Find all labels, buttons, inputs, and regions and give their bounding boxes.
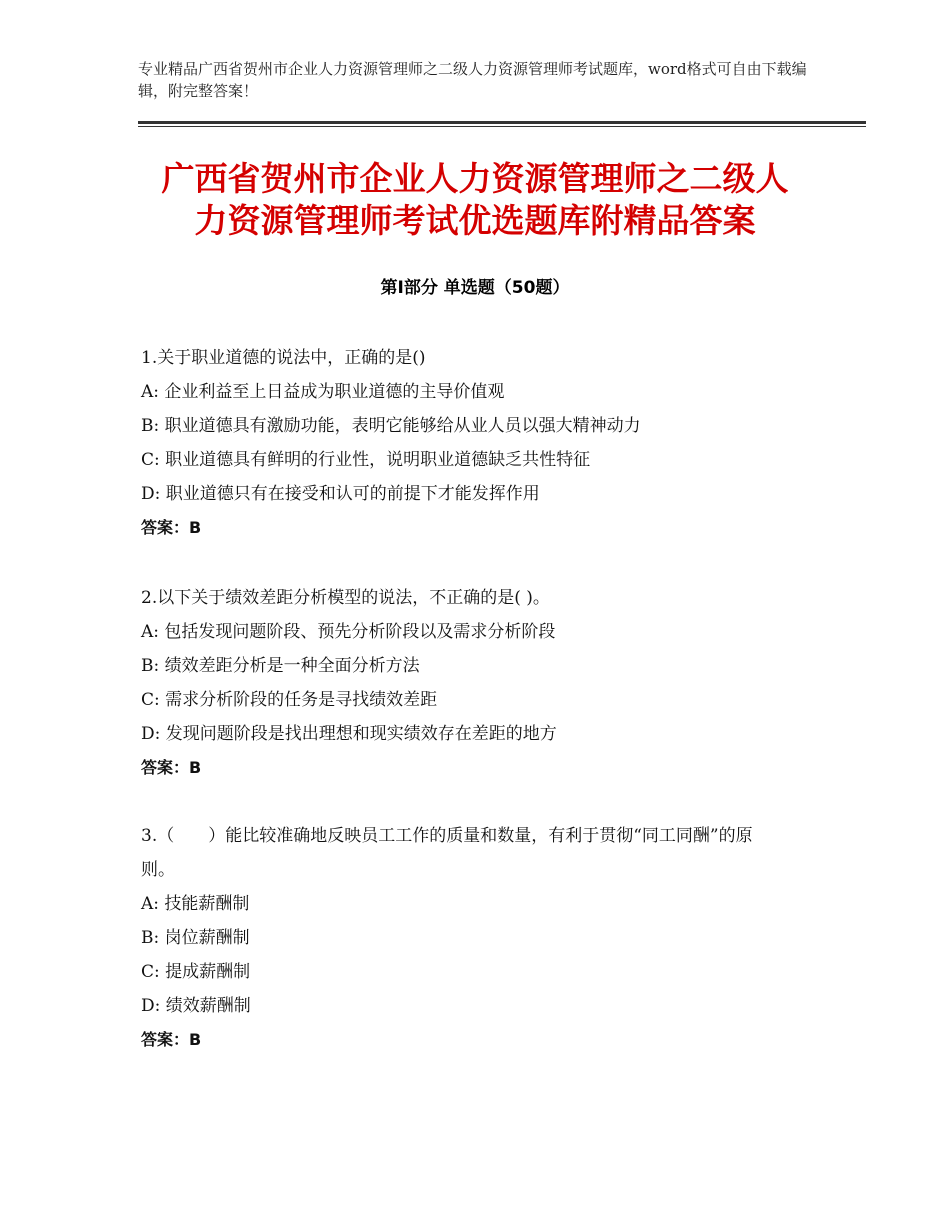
answer-line: 答案：B (141, 758, 202, 777)
question-1 (141, 341, 821, 545)
option-d: D: 发现问题阶段是找出理想和现实绩效存在差距的地方 (141, 724, 557, 744)
section-heading: 第Ⅰ部分 单选题（50题） (380, 278, 570, 298)
option-b: B: 职业道德具有激励功能，表明它能够给从业人员以强大精神动力 (141, 416, 641, 436)
option-c: C: 需求分析阶段的任务是寻找绩效差距 (141, 690, 438, 710)
question-stem: 2.以下关于绩效差距分析模型的说法，不正确的是( )。 (141, 588, 550, 608)
document-header-note: 专业精品广西省贺州市企业人力资源管理师之二级人力资源管理师考试题库，word格式可自由下载编辑，附完整答案！ (138, 60, 807, 100)
header-divider-thin (138, 126, 866, 127)
option-b: B: 绩效差距分析是一种全面分析方法 (141, 656, 420, 676)
answer-line: 答案：B (141, 518, 202, 537)
document-title (120, 158, 830, 242)
option-a: A: 企业利益至上日益成为职业道德的主导价值观 (141, 382, 505, 402)
option-c: C: 职业道德具有鲜明的行业性，说明职业道德缺乏共性特征 (141, 450, 591, 470)
question-stem: 3.（ ）能比较准确地反映员工工作的质量和数量，有利于贯彻“同工同酬”的原则。 (141, 826, 753, 880)
option-b: B: 岗位薪酬制 (141, 928, 250, 948)
option-c: C: 提成薪酬制 (141, 962, 251, 982)
question-stem: 1.关于职业道德的说法中，正确的是() (141, 348, 426, 368)
option-a: A: 技能薪酬制 (141, 894, 250, 914)
option-d: D: 职业道德只有在接受和认可的前提下才能发挥作用 (141, 484, 540, 504)
document-title-line-1: 广西省贺州市企业人力资源管理师之二级人 (161, 159, 789, 198)
header-divider-thick (138, 121, 866, 124)
answer-line: 答案：B (141, 1030, 202, 1049)
question-3 (141, 819, 821, 1057)
question-2 (141, 581, 821, 785)
option-d: D: 绩效薪酬制 (141, 996, 251, 1016)
document-title-line-2: 力资源管理师考试优选题库附精品答案 (194, 201, 756, 240)
option-a: A: 包括发现问题阶段、预先分析阶段以及需求分析阶段 (141, 622, 556, 642)
